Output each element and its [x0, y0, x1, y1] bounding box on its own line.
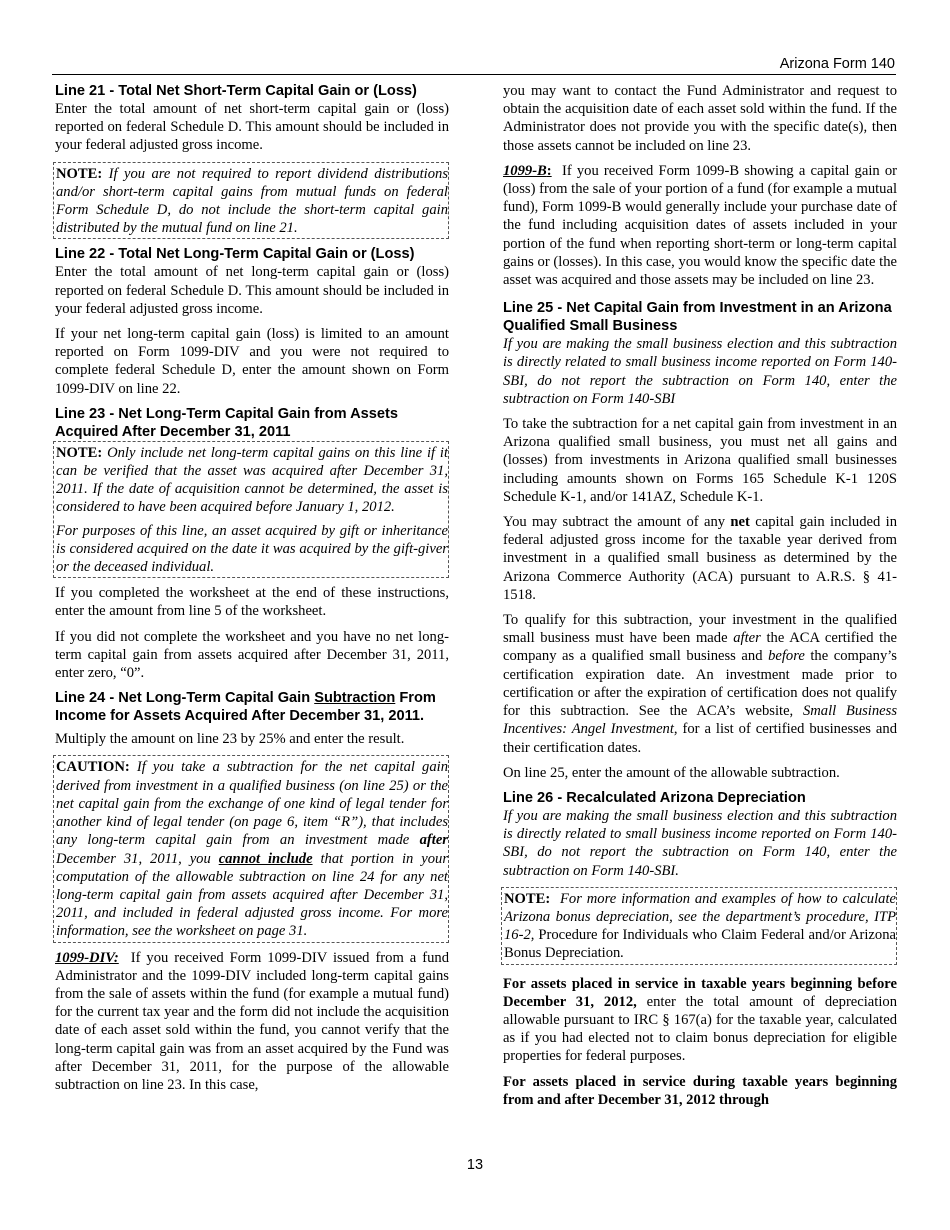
line25-net: net: [730, 514, 750, 531]
line25-body3-a: To qualify for this subtraction, your investment in the qualified small business must have been made: [503, 612, 897, 647]
caution-label: CAUTION:: [56, 759, 130, 776]
right-column: [503, 82, 897, 1116]
line25-body3-b: the ACA certified the company as a qualified small business and: [503, 630, 898, 665]
note-label: NOTE:: [56, 165, 103, 182]
line26-p2-bold: For assets placed in service during taxable years beginning from and after December 31, 2012 through: [503, 1073, 897, 1108]
left-column: [55, 82, 449, 1101]
line22-body1: Enter the total amount of net long-term capital gain or (loss) reported on federal Schedule D. This amount should be included in your federal adjusted gross income.: [55, 264, 449, 317]
line25-body2: [503, 513, 897, 604]
b-text: If you received Form 1099-B showing a capital gain or (loss) from the sale of your portion of a fund (for example a mutual fund), Form 1099-B would generally include your purchase date of the fund including acquisition dates of assets included in your portion of the fund when reporting short-term or long-term capital gains or (losses). In this case, you would know the specific date the asset was acquired and those assets may be included on line 23.: [503, 162, 897, 289]
div-text: If you received Form 1099-DIV issued from a fund Administrator and the 1099-DIV included long-term capital gains from the sale of assets within the fund (for example a mutual fund) for the current tax year and the form did not include the acquisition date of each asset sold within the fund, you cannot verify that the long-term capital gain was from an asset acquired by the Fund was after December 31, 2011, for the purpose of the allowable subtraction on line 23. In this case,: [55, 949, 449, 1093]
line24-heading-b: From Income for Assets Acquired After December 31, 2011.: [55, 690, 436, 725]
line22-body2: If your net long-term capital gain (loss) is limited to an amount reported on Form 1099-DIV and you were not required to complete federal Schedule D, enter the amount shown on Form 1099-DIV on line 22.: [55, 326, 449, 397]
line24-caution: [53, 755, 449, 942]
line25-body2-b: capital gain included in federal adjusted gross income for the taxable year derived from investment in a qualified small business as determined by the Arizona Commerce Authority (ACA) pursuant to A.R.S. § 41-1518.: [503, 514, 897, 603]
caution-text-c: that portion in your computation of the allowable subtraction on line 24 for any net long-term capital gain from assets acquired after December 31, 2011, and included in federal adjusted gross income. For more information, see the worksheet on page 31.: [56, 850, 448, 940]
line24-heading-a: Line 24 - Net Long-Term Capital Gain: [55, 690, 311, 707]
line25-intro: [503, 335, 897, 408]
line25-intro-text: If you are making the small business election and this subtraction is directly related to small business income reported on Form 140-SBI, do not report the subtraction on Form 140, enter the subtraction on Form 140-SBI: [503, 336, 897, 407]
line26-p1-bold: For assets placed in service in taxable years beginning before December 31, 2012,: [503, 975, 897, 1010]
line25-body2-a: You may subtract the amount of any: [503, 514, 726, 531]
line23-note-text2: For purposes of this line, an asset acquired by gift or inheritance is considered acquired on the date it was acquired by the gift-giver or the deceased individual.: [56, 522, 448, 576]
line24-heading: [55, 689, 449, 725]
caution-text-b: December 31, 2011, you: [56, 850, 211, 867]
line24-body: Multiply the amount on line 23 by 25% and enter the result.: [55, 731, 405, 748]
line23-body2: If you did not complete the worksheet and you have no net long-term capital gain from assets acquired after December 31, 2011, enter zero, “0”.: [55, 628, 449, 682]
b-label: 1099-B: [503, 162, 547, 179]
line21-note-text: If you are not required to report dividend distributions and/or short-term capital gains from mutual funds on federal Form Schedule D, do not include the short-term capital gain distributed by the mutual fund on line 21.: [56, 165, 449, 237]
line25-body1: To take the subtraction for a net capital gain from investment in an Arizona qualified small business, you must net all gains and (losses) from investments in Arizona qualified small businesses including amounts shown on Forms 165 Schedule K-1 120S Schedule K-1, and/or 141AZ, Schedule K-1.: [503, 416, 897, 505]
line21-heading: Line 21 - Total Net Short-Term Capital Gain or (Loss): [55, 83, 417, 99]
div-paragraph: [55, 949, 449, 1095]
line23-heading: Line 23 - Net Long-Term Capital Gain from Assets Acquired After December 31, 2011: [55, 405, 399, 440]
line23-body1: If you completed the worksheet at the end of these instructions, enter the amount from line 5 of the worksheet.: [55, 585, 449, 620]
line25-website-title: Small Business Incentives: Angel Investment: [503, 703, 897, 738]
caution-cannot-include: cannot include: [218, 850, 313, 867]
line26-p1-rest: enter the total amount of depreciation allowable pursuant to IRC § 167(a) for the taxable year, calculated as if you had elected not to claim bonus depreciation for eligible properties for federal purposes.: [503, 993, 897, 1065]
form-header: Arizona Form 140: [779, 56, 895, 72]
line24-heading-underlined: Subtraction: [314, 690, 396, 707]
line22-heading: Line 22 - Total Net Long-Term Capital Gain or (Loss): [55, 246, 415, 263]
line25-body4: On line 25, enter the amount of the allowable subtraction.: [503, 764, 840, 781]
caution-text-a: If you take a subtraction for the net capital gain derived from investment in a qualified business (on line 25) or the net capital gain from the exchange of one kind of legal tender for another kind of legal tender (on page 6, item “R”), that includes any long-term capital gain from an investment made: [56, 759, 449, 849]
line21-note: [53, 162, 449, 240]
caution-after: after: [419, 832, 448, 849]
note-label: NOTE:: [504, 890, 551, 907]
line25-after: after: [733, 630, 761, 647]
line26-note-c: .: [620, 945, 624, 962]
b-paragraph: [503, 162, 897, 289]
line26-intro-text: If you are making the small business election and this subtraction is directly related to small business income reported on Form 140-SBI, do not report the subtraction on Form 140, enter the subtraction on Form 140-SBI.: [503, 807, 897, 879]
line21-body: Enter the total amount of net short-term capital gain or (loss) reported on federal Schedule D. This amount should be included in your federal adjusted gross income.: [55, 101, 449, 154]
line26-intro: [503, 807, 897, 880]
div-continued: you may want to contact the Fund Administrator and request to obtain the acquisition date of each asset sold within the fund. If the Administrator does not provide you with the specific date(s), then those assets cannot be included on line 23.: [503, 83, 897, 154]
line26-note: [501, 887, 897, 965]
header-rule: [52, 74, 896, 75]
div-label: 1099-DIV:: [55, 949, 119, 966]
line25-body3: [503, 611, 897, 757]
line23-note: [53, 441, 449, 578]
line23-note-text1: Only include net long-term capital gains on this line if it can be verified that the asset was acquired after December 31, 2011. If the date of acquisition cannot be determined, the asset is considered to have been acquired before January 1, 2012.: [56, 444, 448, 516]
line26-note-a: For more information and examples of how to calculate Arizona bonus depreciation, see the department’s procedure, ITP 16-2,: [504, 890, 896, 944]
line26-note-b: Procedure for Individuals who Claim Federal and/or Arizona Bonus Depreciation: [504, 927, 896, 962]
line26-p2: [503, 1073, 897, 1109]
line25-body3-d: , for a list of certified businesses and their certification dates.: [503, 721, 897, 756]
line25-heading: Line 25 - Net Capital Gain from Investment in an Arizona Qualified Small Business: [503, 300, 892, 335]
note-label: NOTE:: [56, 444, 103, 461]
line26-p1: [503, 975, 897, 1066]
line25-body3-c: the company’s certification expiration date. An investment made prior to certification or after the expiration of certification does not qualify for this subtraction. See the ACA’s website,: [503, 648, 897, 720]
line26-heading: Line 26 - Recalculated Arizona Depreciation: [503, 789, 806, 806]
page-number: 13: [466, 1157, 484, 1173]
line25-before: before: [768, 648, 805, 665]
b-colon: :: [546, 162, 552, 179]
